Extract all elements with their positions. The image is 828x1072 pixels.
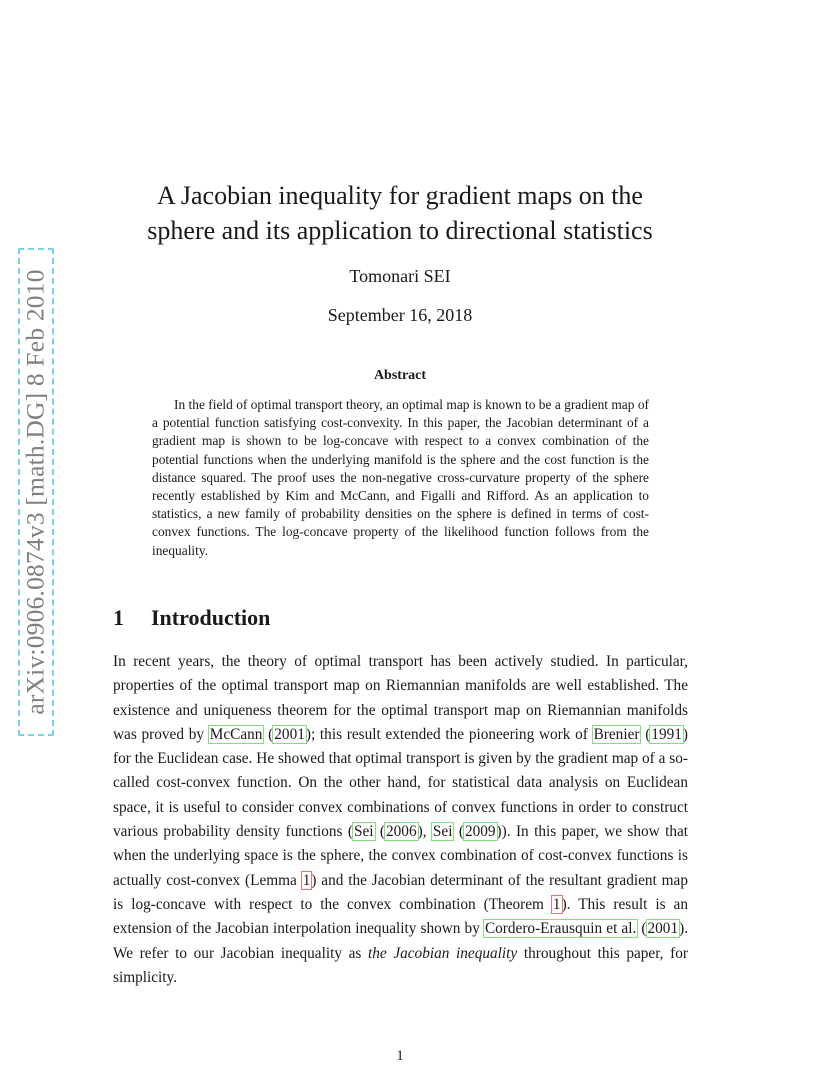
citation-link-mccann[interactable]: McCann [209,725,263,743]
intro-text: ( [263,725,274,743]
intro-text: ( [453,823,464,841]
paper-title-line-1: A Jacobian inequality for gradient maps on the [157,181,643,210]
author: Tomonari SEI [349,266,451,286]
arxiv-stamp[interactable] [18,248,54,736]
citation-link-sei-2006-year[interactable]: 2006 [386,823,417,841]
intro-text: ) and the Jacobian determinant of the resultant gradient map is log-concave with respect to the convex combination (Theorem [113,871,688,913]
section-heading [113,605,270,631]
emphasized-term: the Jacobian inequality [368,944,518,962]
arxiv-stamp-text: arXiv:0906.0874v3 [math.DG] 8 Feb 2010 [21,269,51,715]
intro-text: ( [640,725,651,743]
intro-paragraph [113,650,688,990]
intro-text: ). This result is an extension of the Jacobian interpolation inequality shown by [113,895,688,938]
citation-link-sei-2009[interactable]: Sei [432,823,453,841]
abstract-heading: Abstract [373,368,427,383]
intro-text: ), [417,823,432,841]
paper-title-line-2: sphere and its application to directional statistics [147,216,653,245]
intro-text: ( [374,823,385,841]
intro-text: ). We refer to our Jacobian inequality as [113,920,689,962]
paper-title [100,178,700,248]
citation-link-cordero-erausquin[interactable]: Cordero-Erausquin et al. [484,920,637,938]
citation-link-mccann-year[interactable]: 2001 [274,725,305,743]
intro-text: throughout this paper, for simplicity. [113,944,688,986]
citation-link-brenier-year[interactable]: 1991 [651,725,682,743]
section-number: 1 [113,605,124,630]
lemma-reference-link[interactable]: 1 [302,871,311,889]
intro-text: ) for the Euclidean case. He showed that optimal transport is given by the gradient map of a so-called cost-convex function. On the other hand, for statistical data analysis on Euclidean space, it is useful to consider convex combinations of convex functions in order to construct various probability density functions ( [113,725,688,841]
theorem-reference-link[interactable]: 1 [552,895,561,913]
section-title: Introduction [151,605,271,630]
citation-link-brenier[interactable]: Brenier [593,725,640,743]
citation-link-sei-2009-year[interactable]: 2009 [464,823,496,841]
intro-text: In recent years, the theory of optimal transport has been actively studied. In particular, properties of the optimal transport map on Riemannian manifolds are well established. The existence and uniqueness theorem for the optimal transport map on Riemannian manifolds was proved by [113,653,688,743]
abstract-body: In the field of optimal transport theory, an optimal map is known to be a gradient map of a potential function satisfying cost-convexity. In this paper, the Jacobian determinant of a gradient map is shown to be log-concave with respect to a convex combination of the potential functions when the underlying manifold is the sphere and the cost function is the distance squared. The proof uses the non-negative cross-curvature property of the sphere recently established by Kim and McCann, and Figalli and Rifford. As an application to statistics, a new family of probability densities on the sphere is defined in terms of cost-convex functions. The log-concave property of the likelihood function follows from the inequality. [152,397,649,558]
citation-link-sei-2006[interactable]: Sei [353,823,374,841]
intro-text: ); this result extended the pioneering work of [305,725,593,743]
intro-text: )). In this paper, we show that when the underlying space is the sphere, the convex combination of cost-convex functions is actually cost-convex (Lemma [113,823,689,889]
intro-text: ( [637,920,647,938]
page-number: 1 [396,1048,404,1064]
citation-link-cordero-erausquin-year[interactable]: 2001 [647,920,679,938]
date: September 16, 2018 [327,305,473,325]
